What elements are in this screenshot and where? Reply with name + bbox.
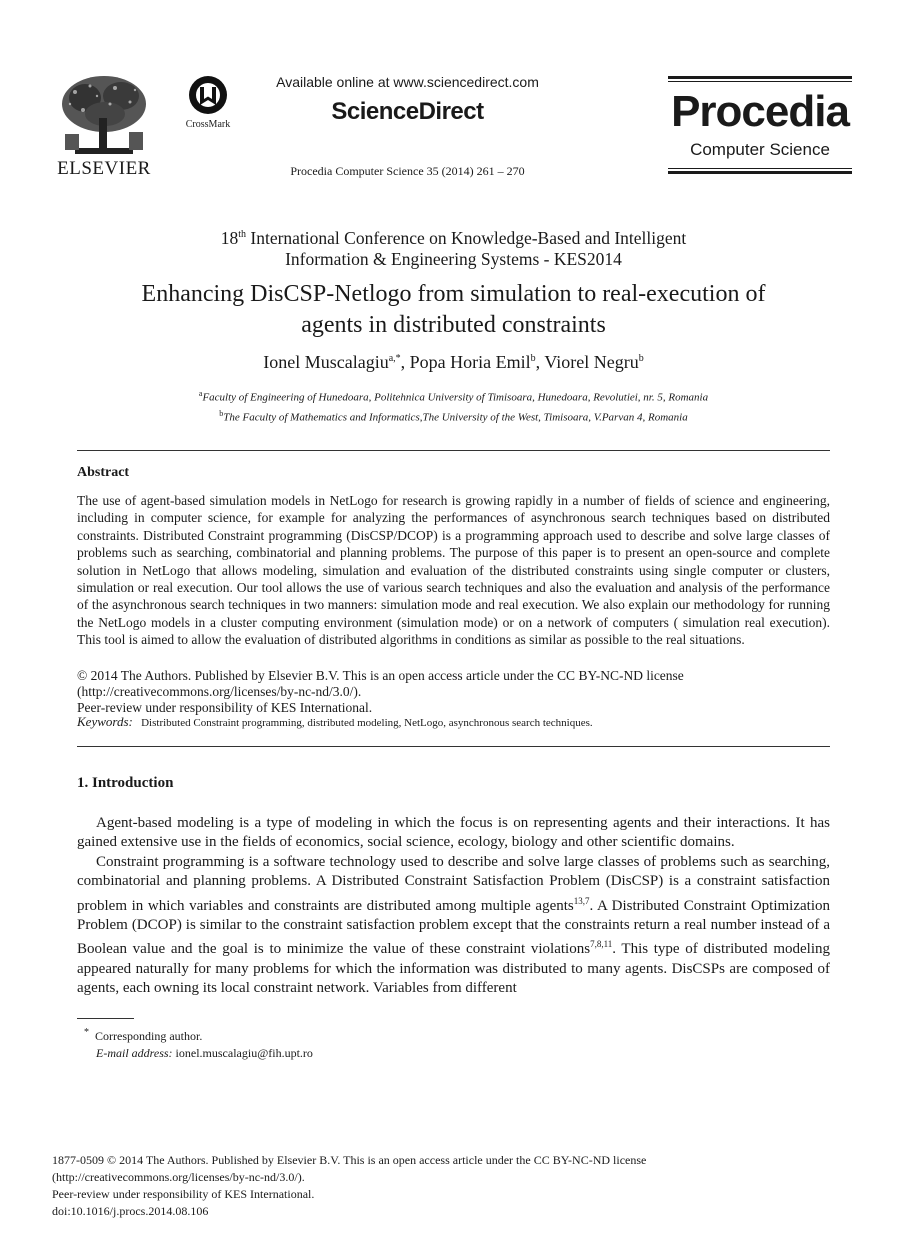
footer-line: 1877-0509 © 2014 The Authors. Published by Elsevier B.V. This is an open access article under the CC BY-NC-ND license	[52, 1153, 647, 1167]
author-mark: b	[530, 353, 536, 364]
affiliation-text: Faculty of Engineering of Hunedoara, Politehnica University of Timisoara, Hunedoara, Revolutiei, nr. 5, Romania	[202, 391, 709, 404]
abstract-bottom-rule	[77, 746, 830, 747]
keywords	[77, 714, 830, 730]
peer-review-note: Peer-review under responsibility of KES International.	[77, 699, 373, 715]
logo-rule	[668, 168, 852, 169]
footnote-mark: *	[84, 1027, 89, 1038]
footer-line: Peer-review under responsibility of KES International.	[52, 1187, 315, 1201]
author-mark: a,*	[388, 353, 401, 364]
available-online: Available online at www.sciencedirect.com	[276, 74, 539, 90]
author-separator: ,	[535, 352, 545, 372]
intro-paragraph	[77, 853, 830, 999]
affiliation	[0, 406, 907, 426]
keywords-list: Distributed Constraint programming, distributed modeling, NetLogo, asynchronous search techniques.	[141, 717, 593, 729]
footer-license-link[interactable]: (http://creativecommons.org/licenses/by-nc-nd/3.0/).	[52, 1170, 305, 1184]
conference-ordinal: th	[238, 229, 246, 240]
author-name: Popa Horia Emil	[409, 352, 531, 372]
logo-rule	[668, 76, 852, 79]
procedia-logo	[668, 76, 852, 178]
introduction-text	[77, 814, 830, 999]
title-line: agents in distributed constraints	[301, 312, 606, 338]
affiliation-mark: a	[198, 389, 203, 398]
footnote-rule	[77, 1018, 134, 1019]
abstract-paragraph: The use of agent-based simulation models in NetLogo for research is growing rapidly in a number of fields of science and engineering, including in computer science, for example for analyzing the performances of asynchronous search techniques based on distributed constraints. Distributed Constraint programming (DisCSP/DCOP) is a programming approach used to describe and solve large classes of problems such as searching, combinatorial and planning problems. The purpose of this paper is to present an open-source and complete solution in NetLogo that allows modeling, simulation and evaluation of the distributed constraints using single computer or clusters, simulation or real execution. Our tool allows the use of various search techniques and also the evaluation and analysis of the performance of the asynchronous search techniques in two manners: simulation mode and real execution. We also explain our methodology for running the NetLogo models in a cluster computing environment (simulation mode) or on a network of computers ( simulation real execution). This tool is aimed to allow the evaluation of distributed algorithms in conditions as similar as possible to the real situations.	[77, 493, 830, 648]
logo-rule	[668, 81, 852, 82]
paper-title	[0, 279, 907, 341]
abstract-license	[77, 668, 830, 715]
keywords-label: Keywords:	[77, 714, 133, 729]
section-heading: 1. Introduction	[77, 775, 174, 791]
doi[interactable]: doi:10.1016/j.procs.2014.08.106	[52, 1204, 209, 1218]
title-line: Enhancing DisCSP-Netlogo from simulation to real-execution of	[141, 281, 766, 307]
procedia-wordmark: Procedia	[671, 87, 849, 136]
author-mark: b	[638, 353, 644, 364]
affiliation-mark: b	[219, 408, 224, 418]
page-footer	[52, 1152, 646, 1220]
logo-rule	[668, 171, 852, 174]
journal-reference: Procedia Computer Science 35 (2014) 261 – 270	[290, 164, 525, 178]
intro-paragraph: Agent-based modeling is a type of modeling in which the focus is on representing agents and their interactions. It has gained extensive use in the fields of economics, social science, ecology, biology and other scientific domains.	[77, 815, 830, 851]
sciencedirect-logo: ScienceDirect	[331, 98, 484, 125]
affiliations	[0, 386, 907, 425]
publisher-name: ELSEVIER	[57, 158, 151, 179]
intro-text: . This type of distributed modeling appeared naturally for many problems for which the information was distributed to many agents. DisCSPs are composed of agents, each owning its local constraint network. Variables from different	[77, 941, 830, 997]
intro-text: Constraint programming is a software technology used to describe and solve large classes of problems such as searching, combinatorial and planning problems. A Distributed Constraint Satisfaction Problem (DisCSP) is a constraint satisfaction problem in which variables and constraints are distributed among multiple agents	[77, 853, 830, 914]
author-name: Ionel Muscalagiu	[263, 352, 389, 372]
abstract-text	[77, 492, 830, 649]
citation[interactable]: 7,8,11	[590, 939, 613, 950]
procedia-subtitle: Computer Science	[690, 140, 830, 159]
abstract-top-rule	[77, 450, 830, 451]
crossmark-label: CrossMark	[185, 119, 231, 130]
abstract-heading: Abstract	[77, 465, 130, 480]
conference-line2: Information & Engineering Systems - KES2014	[285, 248, 622, 269]
corresponding-author: Corresponding author.	[95, 1029, 203, 1043]
author-list	[0, 352, 907, 373]
conference-name	[0, 224, 907, 270]
intro-text: . A Distributed Constraint Optimization Problem (DCOP) is similar to the constraint satisfaction problem except that the constraints return a real number instead of a Boolean value and the goal is to minimize the value of these constraint violations	[77, 897, 830, 958]
conference-number: 18	[220, 227, 239, 248]
email-address[interactable]: ionel.muscalagiu@fih.upt.ro	[175, 1046, 313, 1060]
conference-line1: International Conference on Knowledge-Based and Intelligent	[246, 227, 687, 248]
author-separator: ,	[400, 352, 410, 372]
citation[interactable]: 13,7	[573, 895, 590, 906]
email-label: E-mail address:	[96, 1046, 173, 1060]
author-name: Viorel Negru	[544, 352, 639, 372]
affiliation-text: The Faculty of Mathematics and Informatics,The University of the West, Timisoara, V.Parvan 4, Romania	[223, 411, 688, 424]
license-line: © 2014 The Authors. Published by Elsevier B.V. This is an open access article under the CC BY-NC-ND license	[77, 668, 684, 683]
footnote	[84, 1024, 313, 1062]
affiliation	[0, 386, 907, 406]
license-link[interactable]: (http://creativecommons.org/licenses/by-nc-nd/3.0/).	[77, 683, 362, 699]
